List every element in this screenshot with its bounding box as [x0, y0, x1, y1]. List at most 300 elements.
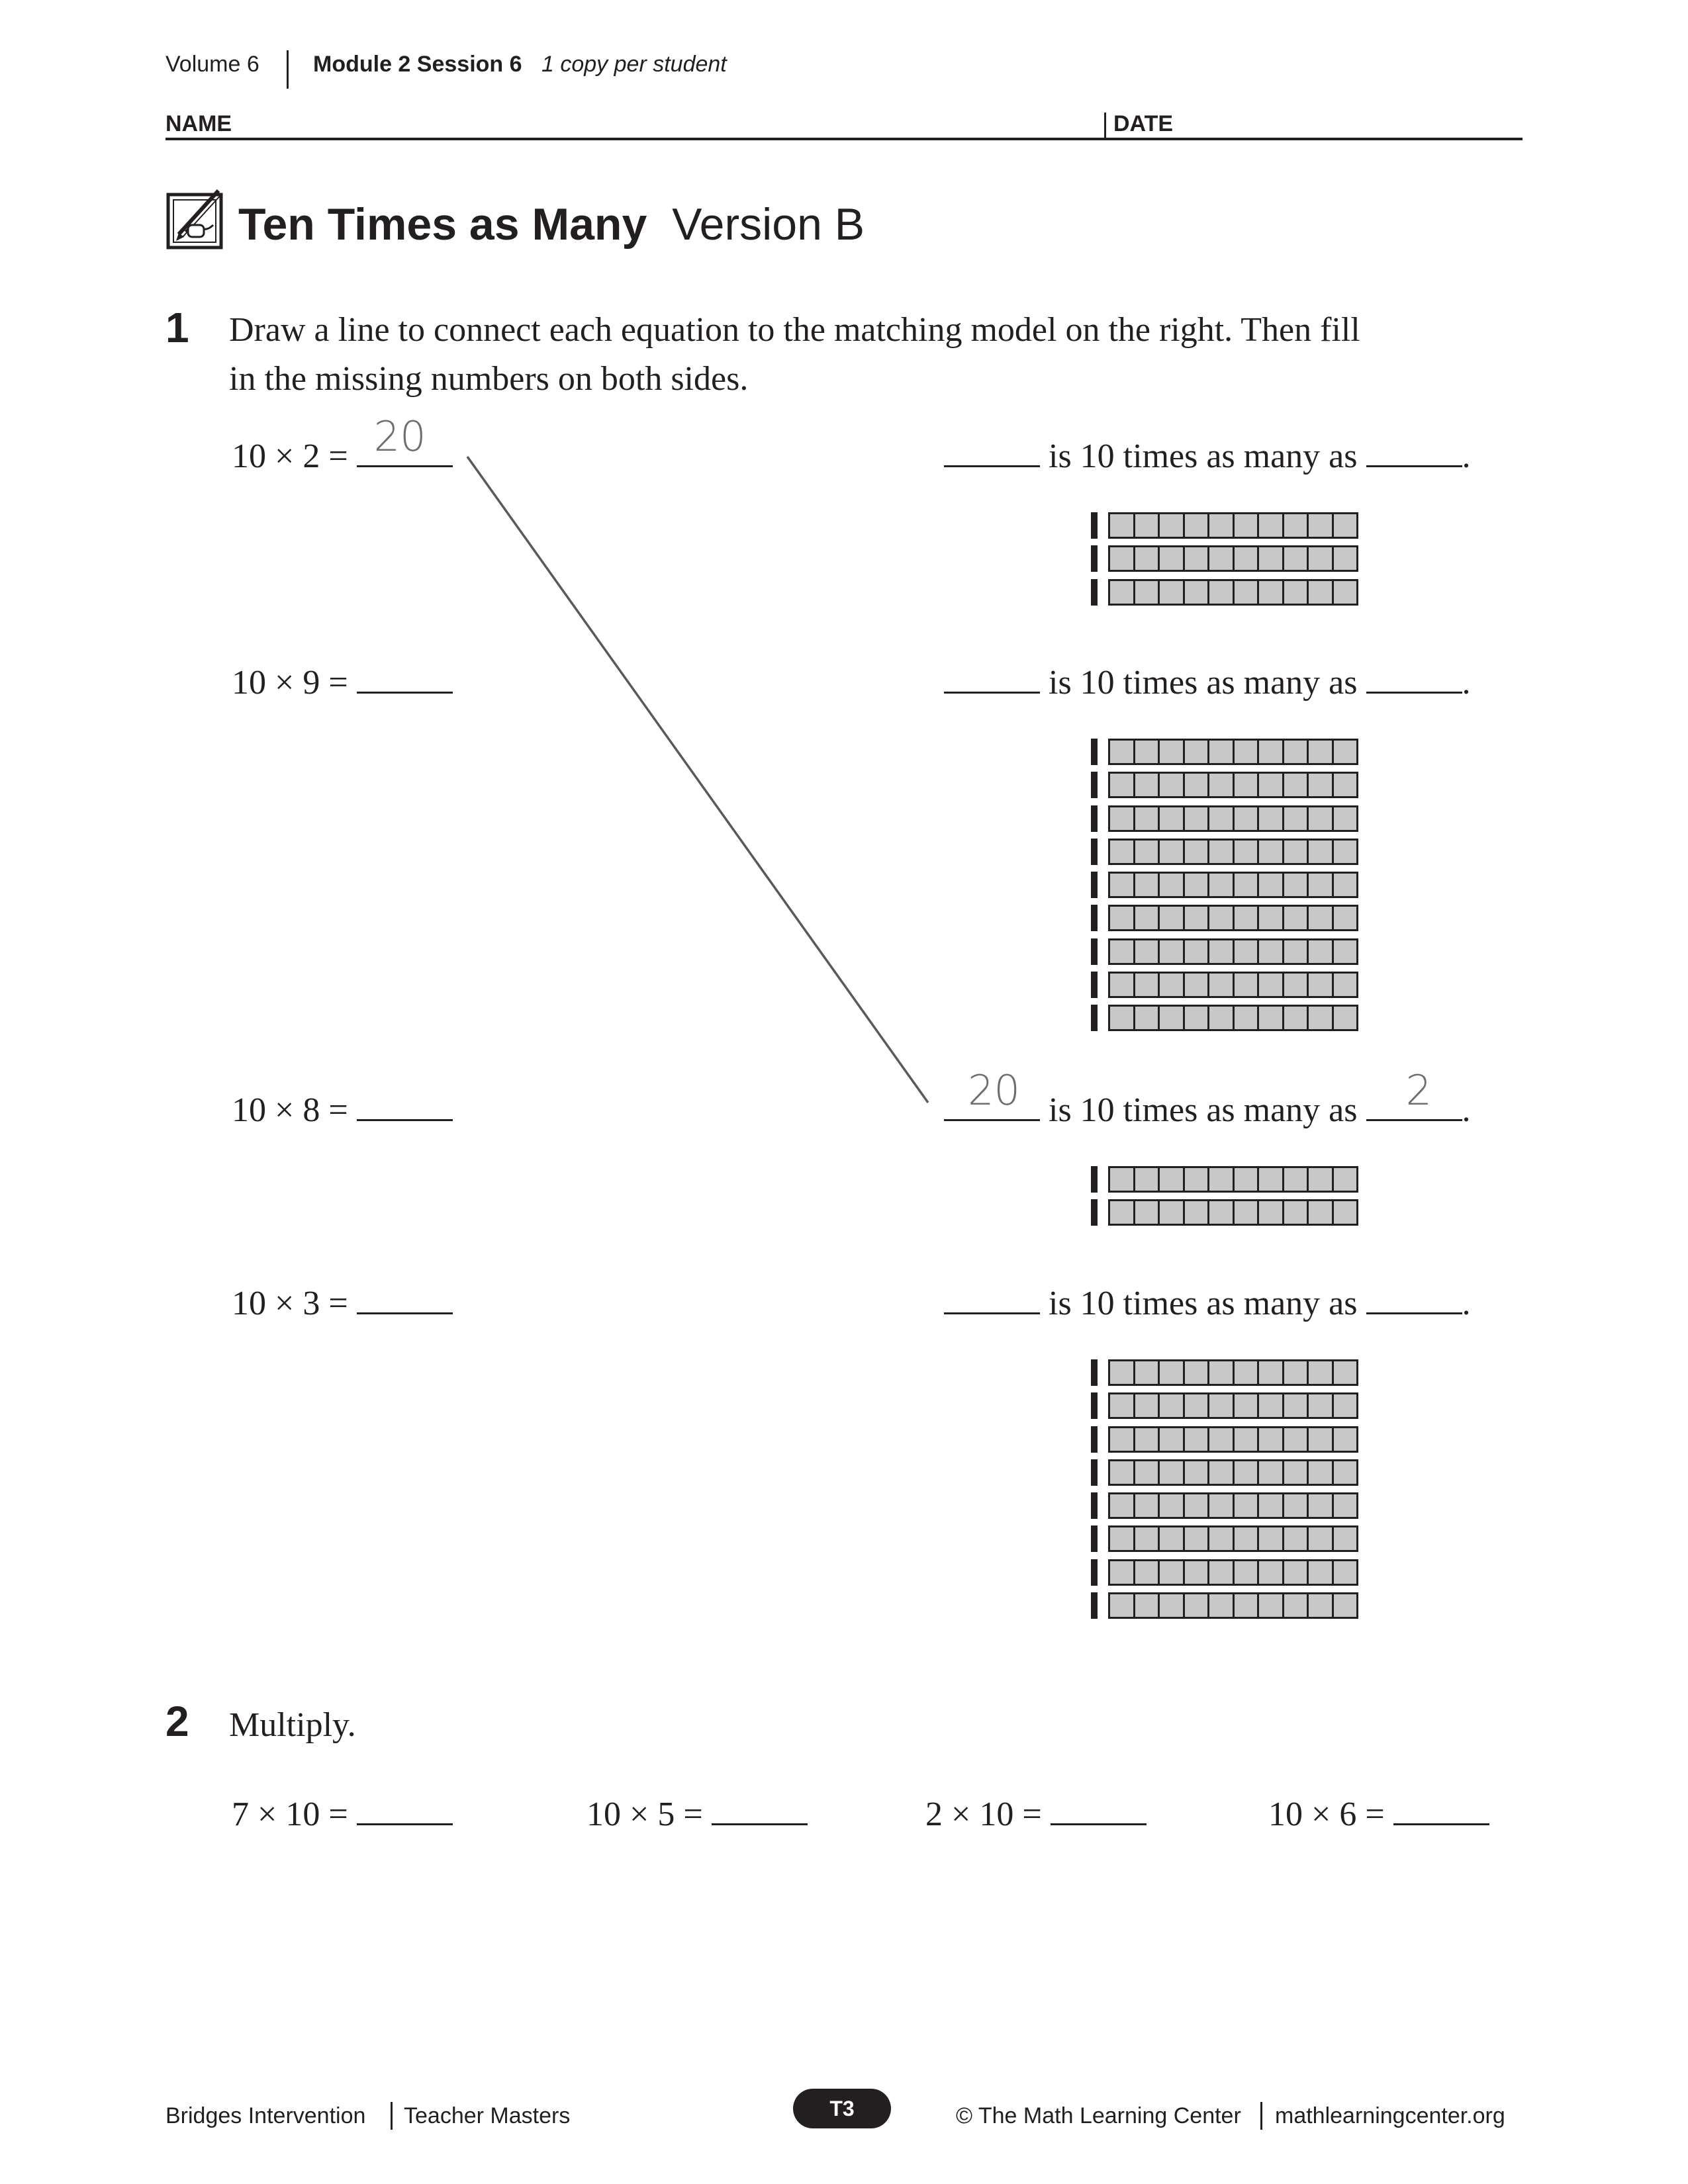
rod-cell [1284, 1494, 1309, 1517]
ten-rod [1108, 772, 1358, 798]
model-row [1091, 545, 1358, 572]
rod-cell [1235, 1594, 1260, 1617]
multiply-item-1 [232, 1795, 453, 1834]
statement-2 [944, 663, 1471, 702]
equation-2-expr: 10 × 9 = [232, 664, 348, 702]
rod-cell [1309, 907, 1334, 929]
model-row [1091, 1592, 1358, 1619]
rod-cell [1334, 514, 1357, 537]
statement-2-right-blank[interactable] [1366, 665, 1462, 694]
multiply-item-4-expr: 10 × 6 = [1268, 1796, 1385, 1833]
statement-3-left-blank[interactable] [944, 1066, 1040, 1121]
rod-cell [1110, 807, 1135, 830]
rod-cell [1185, 974, 1210, 996]
rod-cell [1309, 547, 1334, 570]
multiply-item-1-expr: 7 × 10 = [232, 1796, 348, 1833]
rod-cell [1160, 841, 1185, 863]
ten-rod [1108, 839, 1358, 865]
name-date-field-line[interactable] [165, 138, 1523, 140]
footer-copyright: © The Math Learning Center [956, 2103, 1241, 2128]
rod-cell [1259, 1361, 1284, 1384]
rod-cell [1160, 1007, 1185, 1029]
rod-cell [1110, 940, 1135, 963]
rod-cell [1209, 874, 1235, 896]
rod-cell [1110, 1007, 1135, 1029]
one-unit-bar [1091, 938, 1098, 965]
rod-cell [1284, 1561, 1309, 1584]
statement-4 [944, 1284, 1471, 1323]
rod-cell [1259, 1494, 1284, 1517]
statement-3-period: . [1462, 1091, 1471, 1129]
rod-cell [1160, 1394, 1185, 1417]
rod-cell [1284, 1361, 1309, 1384]
rod-cell [1160, 1201, 1185, 1224]
rod-cell [1334, 547, 1357, 570]
rod-cell [1185, 774, 1210, 796]
rod-cell [1334, 1561, 1357, 1584]
rod-cell [1135, 514, 1160, 537]
page-number-badge: T3 [793, 2089, 891, 2128]
ten-rod [1108, 1166, 1358, 1193]
rod-cell [1309, 1007, 1334, 1029]
one-unit-bar [1091, 1459, 1098, 1486]
rod-cell [1235, 1168, 1260, 1191]
rod-cell [1235, 1527, 1260, 1550]
equation-2 [232, 663, 453, 702]
one-unit-bar [1091, 805, 1098, 832]
statement-3 [944, 1066, 1471, 1130]
rod-cell [1135, 1201, 1160, 1224]
rod-cell [1185, 907, 1210, 929]
one-unit-bar [1091, 579, 1098, 606]
multiply-item-3-expr: 2 × 10 = [925, 1796, 1042, 1833]
rod-cell [1185, 1168, 1210, 1191]
rod-cell [1309, 1168, 1334, 1191]
equation-1-expr: 10 × 2 = [232, 437, 348, 475]
rod-cell [1209, 741, 1235, 763]
rod-cell [1235, 1007, 1260, 1029]
rod-cell [1160, 1561, 1185, 1584]
one-unit-bar [1091, 972, 1098, 998]
rod-cell [1209, 774, 1235, 796]
multiply-item-2-expr: 10 × 5 = [586, 1796, 703, 1833]
rod-cell [1135, 774, 1160, 796]
rod-cell [1309, 581, 1334, 604]
model-row [1091, 1199, 1358, 1226]
rod-cell [1235, 1394, 1260, 1417]
statement-3-right-blank[interactable] [1366, 1066, 1462, 1121]
rod-cell [1135, 1361, 1160, 1384]
rod-cell [1259, 547, 1284, 570]
rod-cell [1160, 907, 1185, 929]
rod-cell [1259, 1168, 1284, 1191]
rod-cell [1259, 1594, 1284, 1617]
rod-cell [1259, 581, 1284, 604]
rod-cell [1235, 940, 1260, 963]
rod-cell [1110, 1461, 1135, 1484]
rod-cell [1135, 1561, 1160, 1584]
problem-1-instruction-line2: in the missing numbers on both sides. [229, 360, 749, 398]
rod-cell [1110, 581, 1135, 604]
rod-cell [1284, 581, 1309, 604]
rod-cell [1110, 841, 1135, 863]
ten-rod [1108, 1592, 1358, 1619]
rod-cell [1160, 940, 1185, 963]
rod-cell [1185, 1201, 1210, 1224]
statement-4-left-blank[interactable] [944, 1286, 1040, 1314]
module-session-label: Module 2 Session 6 [313, 52, 522, 77]
statement-3-text: is 10 times as many as [1049, 1091, 1358, 1129]
multiply-item-4-blank[interactable] [1393, 1797, 1489, 1825]
statement-1 [944, 437, 1471, 476]
rod-cell [1235, 547, 1260, 570]
rod-cell [1209, 547, 1235, 570]
rod-cell [1284, 774, 1309, 796]
rod-cell [1309, 1561, 1334, 1584]
rod-cell [1334, 1201, 1357, 1224]
multiply-item-2 [586, 1795, 808, 1834]
rod-cell [1309, 1527, 1334, 1550]
one-unit-bar [1091, 1359, 1098, 1386]
rod-cell [1209, 581, 1235, 604]
rod-cell [1334, 774, 1357, 796]
copies-label: 1 copy per student [541, 52, 727, 77]
rod-cell [1209, 1594, 1235, 1617]
rod-cell [1160, 1594, 1185, 1617]
rod-cell [1235, 774, 1260, 796]
pencil-paper-icon [165, 185, 229, 251]
rod-cell [1160, 1168, 1185, 1191]
model-row [1091, 579, 1358, 606]
rod-cell [1160, 581, 1185, 604]
equation-3 [232, 1091, 453, 1130]
rod-cell [1110, 874, 1135, 896]
model-row [1091, 905, 1358, 931]
rod-cell [1235, 1461, 1260, 1484]
rod-cell [1110, 1527, 1135, 1550]
rod-cell [1284, 1461, 1309, 1484]
rod-cell [1284, 1007, 1309, 1029]
rod-cell [1185, 1527, 1210, 1550]
rod-cell [1284, 907, 1309, 929]
rod-cell [1135, 874, 1160, 896]
one-unit-bar [1091, 872, 1098, 898]
rod-cell [1334, 907, 1357, 929]
rod-cell [1284, 1594, 1309, 1617]
rod-cell [1135, 907, 1160, 929]
rod-cell [1185, 1561, 1210, 1584]
rod-cell [1259, 1394, 1284, 1417]
rod-cell [1235, 741, 1260, 763]
rod-cell [1334, 1007, 1357, 1029]
rod-cell [1110, 974, 1135, 996]
rod-cell [1209, 940, 1235, 963]
rod-cell [1309, 940, 1334, 963]
statement-4-text: is 10 times as many as [1049, 1285, 1358, 1322]
rod-cell [1209, 1394, 1235, 1417]
rod-cell [1235, 974, 1260, 996]
rod-cell [1160, 741, 1185, 763]
one-unit-bar [1091, 1525, 1098, 1552]
rod-cell [1235, 1201, 1260, 1224]
rod-cell [1110, 1201, 1135, 1224]
one-unit-bar [1091, 1199, 1098, 1226]
model-row [1091, 1166, 1358, 1193]
rod-cell [1284, 1168, 1309, 1191]
rod-cell [1284, 514, 1309, 537]
rod-cell [1135, 547, 1160, 570]
ten-rod [1108, 1459, 1358, 1486]
ten-rod [1108, 1005, 1358, 1031]
one-unit-bar [1091, 1426, 1098, 1453]
model-row [1091, 512, 1358, 539]
rod-cell [1284, 974, 1309, 996]
rod-cell [1135, 1168, 1160, 1191]
page-title [238, 199, 865, 250]
rod-cell [1334, 581, 1357, 604]
rod-cell [1185, 1394, 1210, 1417]
multiply-item-1-blank[interactable] [357, 1797, 453, 1825]
title-version: Version B [672, 199, 865, 250]
rod-cell [1185, 807, 1210, 830]
problem-1-instruction-line1: Draw a line to connect each equation to the matching model on the right. Then fill [229, 311, 1360, 349]
rod-cell [1235, 907, 1260, 929]
one-unit-bar [1091, 839, 1098, 865]
multiply-item-3 [925, 1795, 1147, 1834]
rod-cell [1235, 1361, 1260, 1384]
rod-cell [1284, 1428, 1309, 1451]
rod-cell [1160, 1494, 1185, 1517]
rod-cell [1259, 1007, 1284, 1029]
rod-cell [1334, 807, 1357, 830]
problem-2-number: 2 [165, 1698, 189, 1745]
problem-1-number: 1 [165, 304, 189, 351]
rod-cell [1209, 1201, 1235, 1224]
rod-cell [1110, 1594, 1135, 1617]
rod-cell [1209, 807, 1235, 830]
rod-cell [1259, 1201, 1284, 1224]
rod-cell [1259, 774, 1284, 796]
rod-cell [1309, 1494, 1334, 1517]
rod-cell [1284, 1527, 1309, 1550]
header-divider [287, 50, 289, 89]
model-1 [1091, 512, 1358, 612]
rod-cell [1209, 1494, 1235, 1517]
rod-cell [1110, 1361, 1135, 1384]
one-unit-bar [1091, 1392, 1098, 1419]
rod-cell [1259, 1527, 1284, 1550]
rod-cell [1185, 1494, 1210, 1517]
rod-cell [1185, 581, 1210, 604]
rod-cell [1334, 741, 1357, 763]
ten-rod [1108, 739, 1358, 765]
model-row [1091, 872, 1358, 898]
rod-cell [1160, 974, 1185, 996]
problem-2-instruction: Multiply. [229, 1706, 356, 1744]
model-row [1091, 1359, 1358, 1386]
rod-cell [1209, 974, 1235, 996]
date-label: DATE [1113, 111, 1174, 136]
rod-cell [1334, 1527, 1357, 1550]
footer-series: Bridges Intervention [165, 2103, 366, 2128]
one-unit-bar [1091, 1492, 1098, 1519]
rod-cell [1235, 1494, 1260, 1517]
one-unit-bar [1091, 1005, 1098, 1031]
rod-cell [1135, 1461, 1160, 1484]
footer-masters: Teacher Masters [404, 2103, 571, 2128]
equation-4-expr: 10 × 3 = [232, 1285, 348, 1322]
rod-cell [1185, 1594, 1210, 1617]
rod-cell [1110, 1394, 1135, 1417]
rod-cell [1185, 741, 1210, 763]
rod-cell [1209, 1561, 1235, 1584]
rod-cell [1259, 741, 1284, 763]
rod-cell [1185, 514, 1210, 537]
model-row [1091, 1525, 1358, 1552]
rod-cell [1235, 874, 1260, 896]
footer-divider-right [1260, 2102, 1262, 2130]
statement-3-right-answer: 2 [1405, 1066, 1432, 1115]
statement-1-right-blank[interactable] [1366, 439, 1462, 467]
model-row [1091, 938, 1358, 965]
footer-website[interactable]: mathlearningcenter.org [1275, 2103, 1505, 2128]
rod-cell [1284, 1201, 1309, 1224]
statement-1-left-blank[interactable] [944, 439, 1040, 467]
rod-cell [1135, 1428, 1160, 1451]
statement-1-text: is 10 times as many as [1049, 437, 1358, 475]
model-row [1091, 1459, 1358, 1486]
one-unit-bar [1091, 772, 1098, 798]
rod-cell [1284, 547, 1309, 570]
rod-cell [1309, 1594, 1334, 1617]
volume-label: Volume 6 [165, 52, 259, 77]
rod-cell [1259, 940, 1284, 963]
equation-3-answer-blank[interactable] [357, 1093, 453, 1121]
ten-rod [1108, 972, 1358, 998]
rod-cell [1259, 907, 1284, 929]
matching-line[interactable] [467, 457, 928, 1103]
rod-cell [1110, 907, 1135, 929]
model-row [1091, 1559, 1358, 1586]
rod-cell [1209, 1527, 1235, 1550]
one-unit-bar [1091, 739, 1098, 765]
model-row [1091, 1005, 1358, 1031]
statement-3-left-answer: 20 [968, 1066, 1020, 1115]
statement-4-period: . [1462, 1285, 1471, 1322]
model-row [1091, 1426, 1358, 1453]
ten-rod [1108, 1199, 1358, 1226]
multiply-item-4 [1268, 1795, 1489, 1834]
one-unit-bar [1091, 1559, 1098, 1586]
statement-4-right-blank[interactable] [1366, 1286, 1462, 1314]
ten-rod [1108, 1525, 1358, 1552]
rod-cell [1334, 1428, 1357, 1451]
equation-4 [232, 1284, 453, 1323]
model-row [1091, 805, 1358, 832]
rod-cell [1284, 807, 1309, 830]
rod-cell [1110, 741, 1135, 763]
one-unit-bar [1091, 1166, 1098, 1193]
rod-cell [1334, 974, 1357, 996]
equation-3-expr: 10 × 8 = [232, 1091, 348, 1129]
model-row [1091, 1392, 1358, 1419]
statement-2-left-blank[interactable] [944, 665, 1040, 694]
rod-cell [1309, 1201, 1334, 1224]
rod-cell [1135, 841, 1160, 863]
one-unit-bar [1091, 1592, 1098, 1619]
rod-cell [1309, 841, 1334, 863]
rod-cell [1284, 841, 1309, 863]
ten-rod [1108, 938, 1358, 965]
rod-cell [1135, 1527, 1160, 1550]
rod-cell [1185, 547, 1210, 570]
rod-cell [1209, 907, 1235, 929]
equation-4-answer-blank[interactable] [357, 1286, 453, 1314]
rod-cell [1185, 1461, 1210, 1484]
rod-cell [1334, 1594, 1357, 1617]
rod-cell [1135, 1007, 1160, 1029]
rod-cell [1259, 841, 1284, 863]
rod-cell [1259, 974, 1284, 996]
rod-cell [1309, 774, 1334, 796]
rod-cell [1110, 1168, 1135, 1191]
rod-cell [1185, 1007, 1210, 1029]
title-main: Ten Times as Many [238, 199, 647, 250]
rod-cell [1209, 1461, 1235, 1484]
equation-1-answer-blank[interactable] [357, 412, 453, 467]
multiply-item-3-blank[interactable] [1051, 1797, 1147, 1825]
rod-cell [1334, 1494, 1357, 1517]
ten-rod [1108, 1392, 1358, 1419]
statement-1-period: . [1462, 437, 1471, 475]
rod-cell [1160, 807, 1185, 830]
rod-cell [1185, 940, 1210, 963]
multiply-item-2-blank[interactable] [712, 1797, 808, 1825]
one-unit-bar [1091, 905, 1098, 931]
rod-cell [1209, 1168, 1235, 1191]
rod-cell [1209, 1361, 1235, 1384]
rod-cell [1160, 1361, 1185, 1384]
rod-cell [1284, 940, 1309, 963]
ten-rod [1108, 805, 1358, 832]
rod-cell [1185, 841, 1210, 863]
rod-cell [1284, 741, 1309, 763]
footer-divider-left [391, 2102, 393, 2130]
rod-cell [1185, 1361, 1210, 1384]
model-row [1091, 1492, 1358, 1519]
model-row [1091, 739, 1358, 765]
rod-cell [1110, 1561, 1135, 1584]
one-unit-bar [1091, 545, 1098, 572]
rod-cell [1334, 874, 1357, 896]
rod-cell [1235, 581, 1260, 604]
rod-cell [1284, 1394, 1309, 1417]
rod-cell [1309, 874, 1334, 896]
ten-rod [1108, 905, 1358, 931]
equation-2-answer-blank[interactable] [357, 665, 453, 694]
rod-cell [1259, 1428, 1284, 1451]
rod-cell [1135, 1594, 1160, 1617]
rod-cell [1209, 1428, 1235, 1451]
rod-cell [1209, 841, 1235, 863]
rod-cell [1309, 807, 1334, 830]
rod-cell [1334, 841, 1357, 863]
model-row [1091, 839, 1358, 865]
rod-cell [1160, 547, 1185, 570]
rod-cell [1160, 1527, 1185, 1550]
ten-rod [1108, 545, 1358, 572]
rod-cell [1110, 1428, 1135, 1451]
